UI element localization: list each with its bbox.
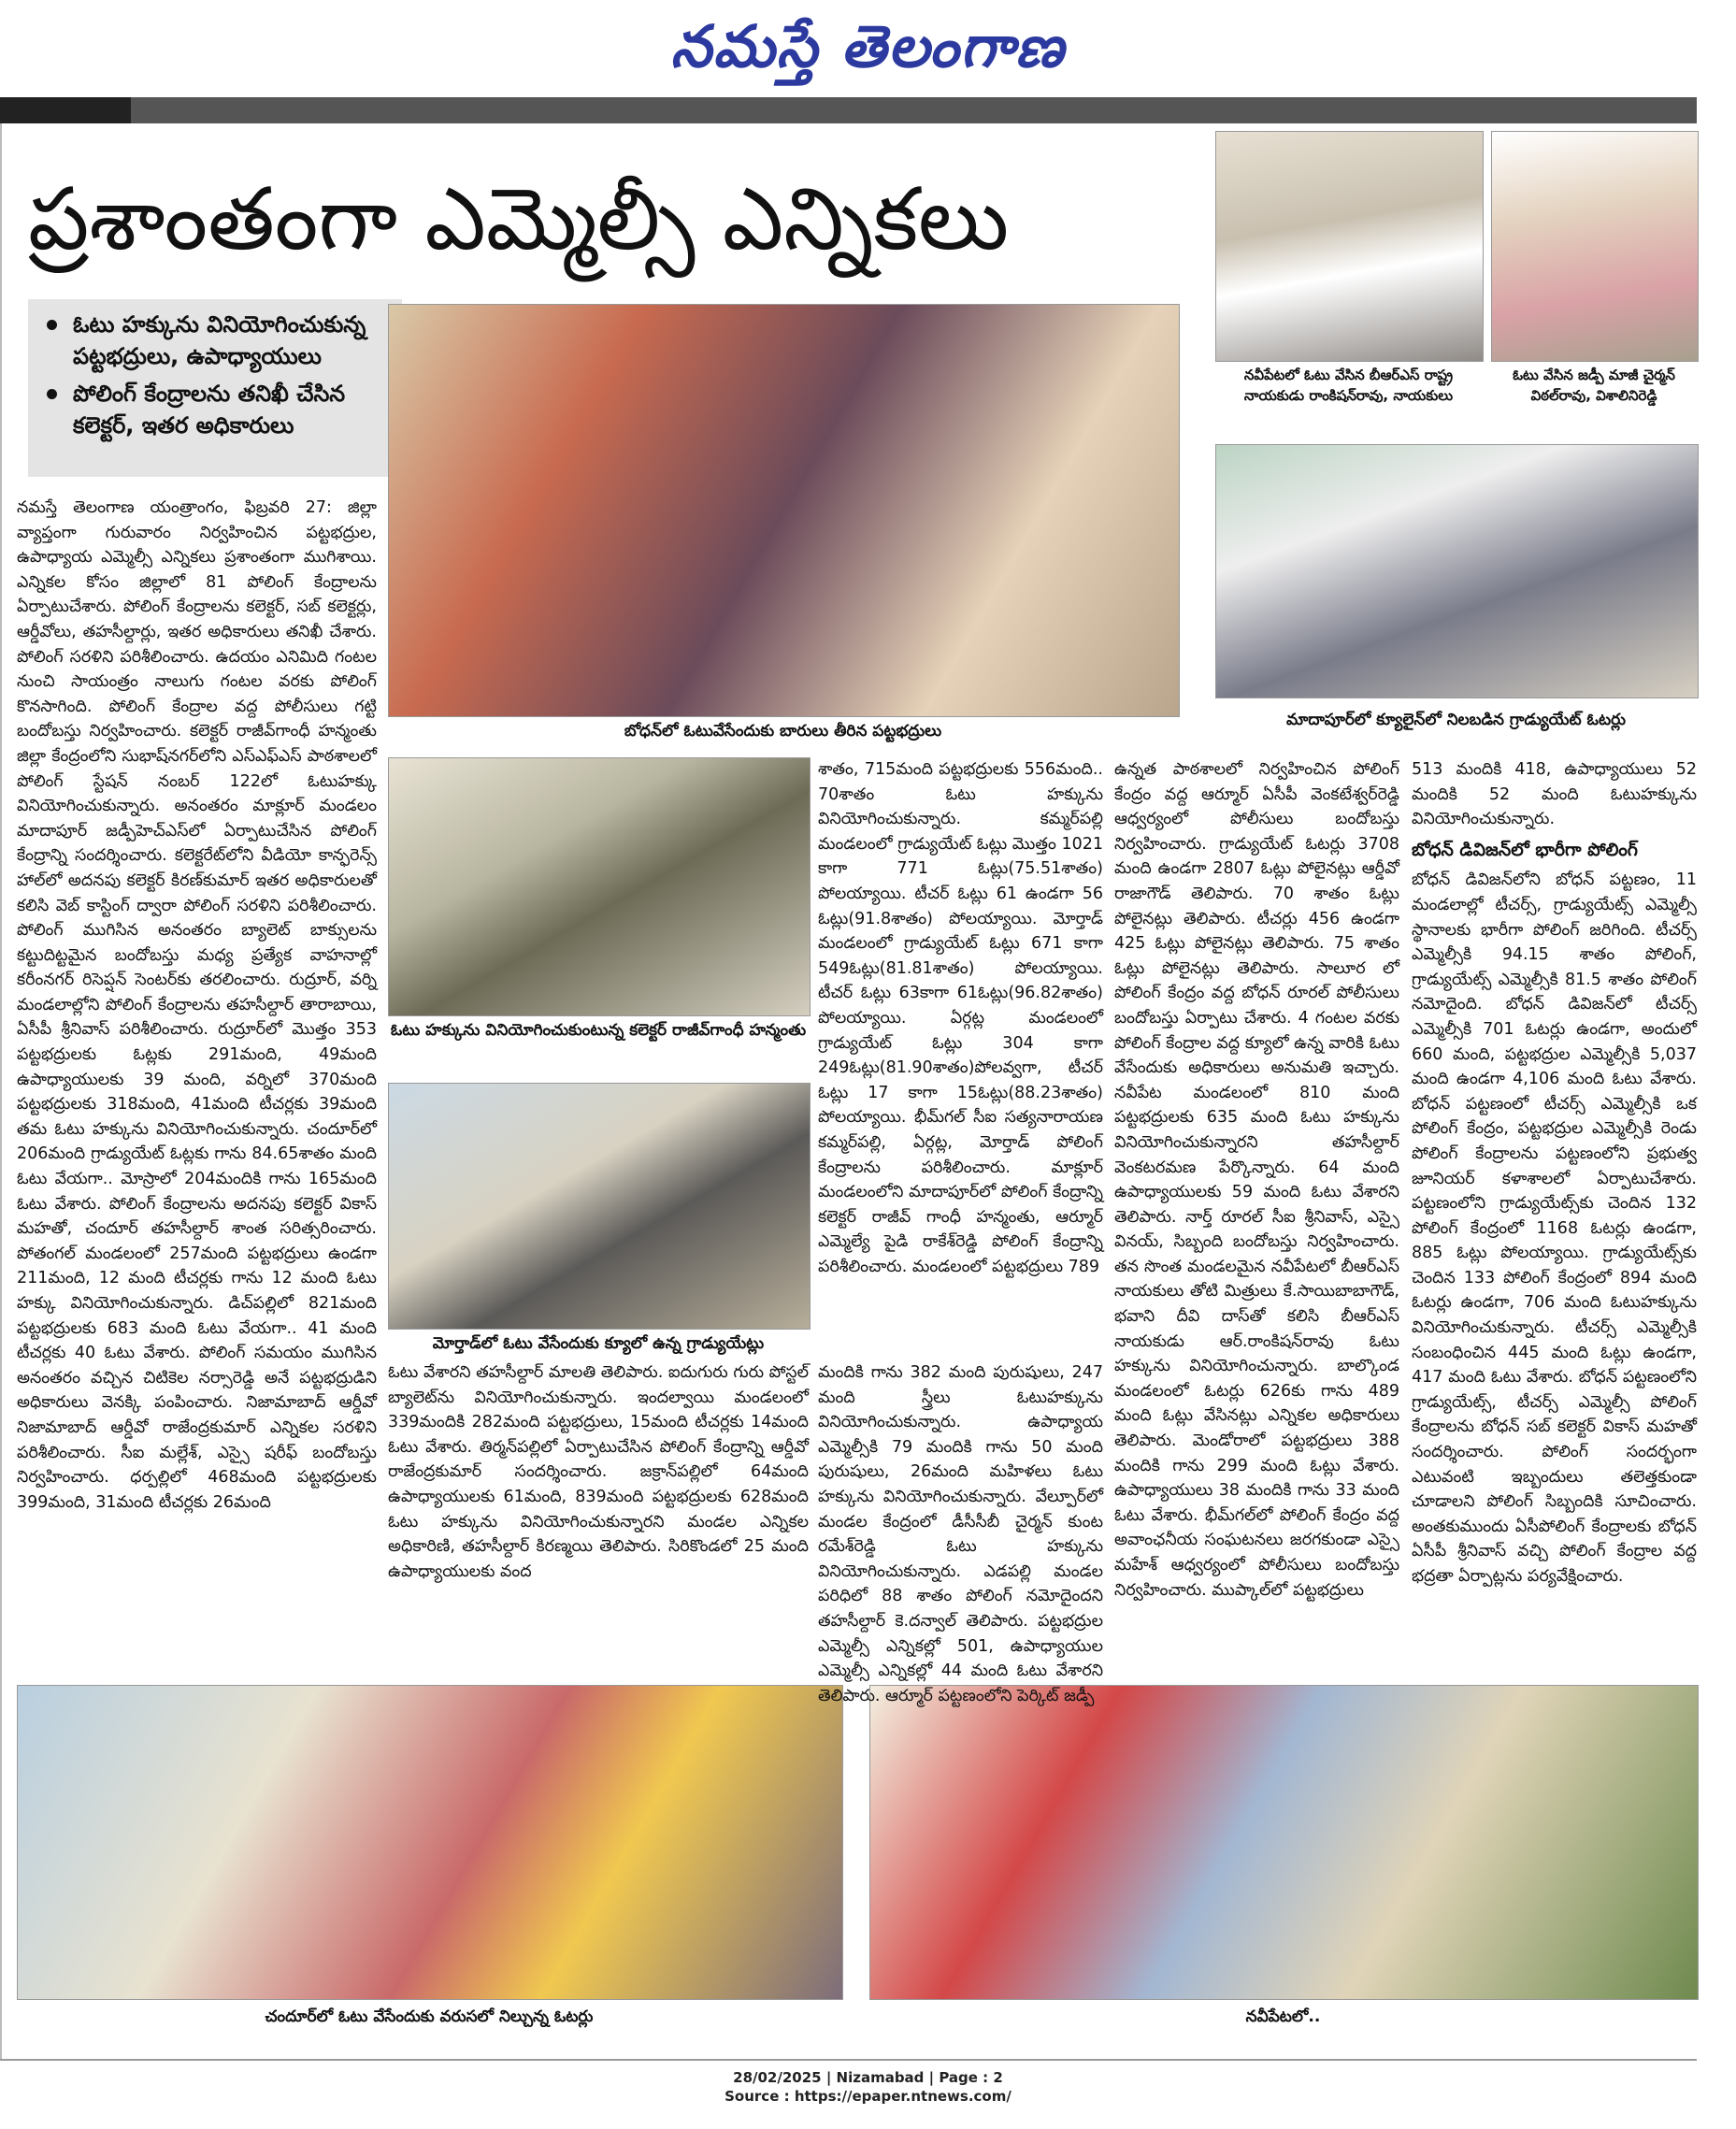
article-text: 513 మందికి 418, ఉపాధ్యాయులు 52 మందికి 52 మంది ఓటుహక్కును వినియోగించుకున్నారు. [1412,760,1697,829]
article-column-1 [17,496,377,1669]
masthead-rule-accent [0,97,131,123]
photo-madapur-queue [1215,444,1699,698]
footer-divider [0,2059,1697,2061]
newspaper-name: నమస్తే తెలంగాణ [670,12,1066,80]
caption-navipet: నవీపేటలో.. [1245,2007,1321,2026]
highlight-item [41,309,389,372]
masthead [0,0,1736,94]
article-text: బోధన్ డివిజన్‌లోని బోధన్ పట్టణం, 11 మండలాల్లో టీచర్స్, గ్రాడ్యుయేట్స్ ఎమ్మెల్సీ స్థానాలకు భారీగా పోలింగ్ జరిగింది. టీచర్స్ ఎమ్మెల్సీకి 94.15 శాతం పోలింగ్, గ్రాడ్యుయేట్స్ ఎమ్మెల్సీకి 81.5 శాతం పోలింగ్ నమోదైంది. బోధన్ డివిజన్‌లో టీచర్స్ ఎమ్మెల్సీకి 701 ఓటర్లు ఉండగా, అందులో 660 మంది, పట్టభద్రుల ఎమ్మెల్సీకి 5,037 మంది ఉండగా 4,106 మంది ఓటు వేశారు. బోధన్ పట్టణంలో టీచర్స్ ఎమ్మెల్సీకి ఒక పోలింగ్ కేంద్రం, పట్టభద్రుల ఎమ్మెల్సీకి రెండు పోలింగ్ కేంద్రాలను పట్టణంలోని ప్రభుత్వ జూనియర్ కళాశాలలో ఏర్పాటుచేశారు. పట్టణంలోని గ్రాడ్యుయేట్స్‌కు చెందిన 132 పోలింగ్ కేంద్రంలో 1168 ఓటర్లు ఉండగా, 885 ఓట్లు పోలయ్యాయి. గ్రాడ్యుయేట్స్‌కు చెందిన 133 పోలింగ్ కేంద్రంలో 894 మంది ఓటర్లు ఉండగా, 706 మంది ఓటుహక్కును వినియోగించుకున్నారు. టీచర్స్ ఎమ్మెల్సీకి సంబంధించిన 445 మంది ఓట్లు ఉండగా, 417 మంది ఓటు వేశారు. బోధన్ పట్టణంలోని గ్రాడ్యుయేట్స్, టీచర్స్ ఎమ్మెల్సీ పోలింగ్ కేంద్రాలను బోధన్ సబ్ కలెక్టర్ వికాస్ మహతో సందర్శించారు. పోలింగ్ సందర్భంగా ఎటువంటి ఇబ్బందులు తలెత్తకుండా చూడాలని పోలింగ్ సిబ్బందికి సూచించారు. అంతకుముందు ఏసీపోలింగ్ కేంద్రాలకు బోధన్ ఏసీపీ శ్రీనివాస్ వచ్చి పోలింగ్ కేంద్రాల వద్ద భద్రతా ఏర్పాట్లను పర్యవేక్షించారు. [1412,870,1697,1586]
photo-navipet-brs [1215,131,1484,362]
article-text: ఉన్నత పాఠశాలలో నిర్వహించిన పోలింగ్ కేంద్రం వద్ద ఆర్మూర్ ఏసీపీ వెంకటేశ్వర్‌రెడ్డి ఆధ్వర్యంలో పోలీసులు బందోబస్తు నిర్వహించారు. గ్రాడ్యుయేట్ ఓటర్లు 3708 మంది ఉండగా 2807 ఓట్లు పోలైనట్లు ఆర్డీవో రాజాగౌడ్ తెలిపారు. 70 శాతం ఓట్లు పోలైనట్లు తెలిపారు. టీచర్లు 456 ఉండగా 425 ఓట్లు పోలైనట్లు తెలిపారు. 75 శాతం ఓట్లు పోలైనట్లు తెలిపారు. సాలూర లో పోలింగ్ కేంద్రం వద్ద బోధన్ రూరల్ పోలీసులు బందోబస్తు ఏర్పాటు చేశారు. 4 గంటల వరకు పోలింగ్ కేంద్రాల వద్ద క్యూలో ఉన్న వారికి ఓటు వేసేందుకు అధికారులు అనుమతి ఇచ్చారు. నవీపేట మండలంలో 810 మంది పట్టభద్రులకు 635 మంది ఓటు హక్కును వినియోగించుకున్నారని తహసీల్దార్ వెంకటరమణ పేర్కొన్నారు. 64 మంది ఉపాధ్యాయులకు 59 మంది ఓటు వేశారని తెలిపారు. నార్త్ రూరల్ సీఐ శ్రీనివాస్, ఎస్సై వినయ్, సిబ్బంది బందోబస్తు నిర్వహించారు. తన సొంత మండలమైన నవీపేటలో బీఆర్‌ఎస్ నాయకులు తోటి మిత్రులు కే.సాయిబాబాగౌడ్, భవాని దీవి దాస్‌తో కలిసి బీఆర్‌ఎస్ నాయకుడు ఆర్.రాంకిషన్‌రావు ఓటు హక్కును వినియోగించున్నారు. బాల్కొండ మండలంలో ఓటర్లు 626కు గాను 489 మంది ఓట్లు వేసినట్లు ఎన్నికల అధికారులు తెలిపారు. మెండోరాలో పట్టభద్రులు 388 మందికి గాను 299 మంది ఓట్లు వేశారు. ఉపాధ్యాయులు 38 మందికి గాను 33 మంది ఓటు వేశారు. భీమ్‌గల్‌లో పోలింగ్ కేంద్రం వద్ద అవాంఛనీయ సంఘటనలు జరగకుండా ఎస్సై మహేశ్ ఆధ్వర్యంలో పోలీసులు బందోబస్తు నిర్వహించారు. ముప్కాల్‌లో పట్టభద్రులు [1114,760,1399,1600]
photo-bodhan-queue [388,304,1180,717]
caption-collector-vote: ఓటు హక్కును వినియోగించుకుంటున్న కలెక్టర్ రాజీవ్‌గాంధీ హన్మంతు [390,1021,807,1040]
caption-madapur-queue: మాదాపూర్‌లో క్యూలైన్‌లో నిలబడిన గ్రాడ్యుయేట్ ఓటర్లు [1285,711,1627,729]
caption-zp-chairman: ఓటు వేసిన జడ్పీ మాజీ చైర్మన్ విఠల్‌రావు, విశాలినిరెడ్డి [1513,367,1675,404]
caption-mortad-queue: మోర్తాడ్‌లో ఓటు వేసేందుకు క్యూలో ఉన్న గ్రాడ్యుయేట్లు [432,1334,765,1353]
subheading: బోధన్ డివిజన్‌లో భారీగా పోలింగ్ [1412,839,1638,860]
masthead-rule [0,97,1697,123]
highlight-text: పోలింగ్ కేంద్రాలను తనిఖీ చేసిన కలెక్టర్, ఇతర అధికారులు [73,381,346,439]
highlights-box [28,299,402,477]
article-column-4 [1114,757,1399,1669]
article-text: మందికి గాను 382 మంది పురుషులు, 247 మంది స్త్రీలు ఓటుహక్కును వినియోగించుకున్నారు. ఉపాధ్యాయ ఎమ్మెల్సీకి 79 మందికి గాను 50 మంది పురుషులు, 26మంది మహిళలు ఓటు హక్కును వినియోగించుకున్నారు. వేల్పూర్‌లో మండల కేంద్రంలో డీసీసీబీ చైర్మన్ కుంట రమేశ్‌రెడ్డి ఓటు హక్కును వినియోగించుకున్నారు. ఎడపల్లి మండల పరిధిలో 88 శాతం పోలింగ్ నమోదైందని తహసీల్దార్ కె.దన్వాల్ తెలిపారు. పట్టభద్రుల ఎమ్మెల్సీ ఎన్నికల్లో 501, ఉపాధ్యాయుల ఎమ్మెల్సీ ఎన్నికల్లో 44 మంది ఓటు వేశారని తెలిపారు. ఆర్మూర్ పట్టణంలోని పెర్కిట్ జడ్పీ [818,1363,1103,1705]
photo-mortad-queue [388,1083,811,1330]
caption-chandur-queue: చందూర్‌లో ఓటు వేసేందుకు వరుసలో నిల్చున్న ఓటర్లు [265,2007,594,2026]
caption-bodhan-queue: బోధన్‌లో ఓటువేసేందుకు బారులు తీరిన పట్టభద్రులు [624,722,942,741]
photo-collector-vote [388,757,811,1016]
photo-zp-chairman [1491,131,1699,362]
article-column-2 [388,1360,809,1669]
headline: ప్రశాంతంగా ఎమ్మెల్సీ ఎన్నికలు [28,169,1010,269]
article-column-5 [1412,757,1697,1669]
bullet-icon [47,389,57,399]
article-text: ఓటు వేశారని తహసీల్దార్ మాలతి తెలిపారు. ఐదుగురు గురు పోస్టల్ బ్యాలెట్‌ను వినియోగించుకున్నారు. ఇందల్వాయి మండలంలో 339మందికి 282మంది పట్టభద్రులు, 15మంది టీచర్లకు 14మంది ఓటు వేశారు. తిర్మన్‌పల్లిలో ఏర్పాటుచేసిన పోలింగ్ కేంద్రాన్ని ఆర్డీవో రాజేంద్రకుమార్ సందర్శించారు. జక్రాన్‌పల్లిలో 64మంది ఉపాధ్యాయులకు 61మంది, 839మంది పట్టభద్రులకు 628మంది ఓటు హక్కును వినియోగించుకున్నారని మండల ఎన్నికల అధికారిణి, తహసీల్దార్ కిరణ్మయి తెలిపారు. సిరికొండలో 25 మంది ఉపాధ్యాయులకు వంద [388,1363,809,1581]
footer-date-edition: 28/02/2025 | Nizamabad | Page : 2 [733,2069,1003,2086]
article-column-3b [818,1360,1103,1705]
highlight-item [41,378,389,441]
bullet-icon [47,320,57,330]
article-column-3a [818,757,1103,1360]
photo-navipet [869,1685,1699,2000]
caption-navipet-brs: నవీపేటలో ఓటు వేసిన బీఆర్‌ఎస్ రాష్ట్ర నాయకుడు రాంకిషన్‌రావు, నాయకులు [1243,367,1454,404]
article-text: నమస్తే తెలంగాణ యంత్రాంగం, ఫిబ్రవరి 27: జిల్లా వ్యాప్తంగా గురువారం నిర్వహించిన పట్టభద్రుల, ఉపాధ్యాయ ఎమ్మెల్సీ ఎన్నికలు ప్రశాంతంగా ముగిశాయి. ఎన్నికల కోసం జిల్లాలో 81 పోలింగ్ కేంద్రాలను ఏర్పాటుచేశారు. పోలింగ్ కేంద్రాలను కలెక్టర్, సబ్ కలెక్టర్లు, ఆర్డీవోలు, తహసీల్దార్లు, ఇతర అధికారులు తనిఖీ చేశారు. పోలింగ్ సరళిని పరిశీలించారు. ఉదయం ఎనిమిది గంటల నుంచి సాయంత్రం నాలుగు గంటల వరకు పోలింగ్ కొనసాగింది. పోలింగ్ కేంద్రాల వద్ద పోలీసులు గట్టి బందోబస్తు నిర్వహించారు. కలెక్టర్ రాజీవ్‌గాంధీ హన్మంతు జిల్లా కేంద్రంలోని సుభాష్‌నగర్‌లోని ఎస్‌ఎఫ్‌ఎస్ పాఠశాలలో పోలింగ్ స్టేషన్ నంబర్ 122లో ఓటుహక్కు వినియోగించుకున్నారు. అనంతరం మాక్లూర్ మండలం మాదాపూర్ జడ్పీహెచ్‌ఎస్‌లో ఏర్పాటుచేసిన పోలింగ్ కేంద్రాన్ని సందర్శించారు. కలెక్టరేట్‌లోని వీడియో కాన్ఫరెన్స్ హాల్‌లో అదనపు కలెక్టర్ కిరణ్‌కుమార్ ఇతర అధికారులతో కలిసి వెబ్ కాస్టింగ్ ద్వారా పోలింగ్ సరళిని పరిశీలించారు. పోలింగ్ ముగిసిన అనంతరం బ్యాలెట్ బాక్సులను కట్టుదిట్టమైన బందోబస్తు మధ్య ప్రత్యేక వాహనాల్లో కరీంనగర్ రిసెప్షన్ సెంటర్‌కు తరలించారు. రుద్రూర్, వర్ని మండలాల్లోని పోలింగ్ కేంద్రాలను తహసీల్దార్ తారాబాయి, ఏసీపీ శ్రీనివాస్ పరిశీలించారు. రుద్రూర్‌లో మొత్తం 353 పట్టభద్రులకు ఓట్లకు 291మంది, 49మంది ఉపాధ్యాయులకు 39 మంది, వర్నిలో 370మంది పట్టభద్రులకు 318మంది, 41మంది టీచర్లకు 39మంది తమ ఓటు హక్కును వినియోగించుకున్నారు. చందూర్‌లో 206మంది గ్రాడ్యుయేట్ ఓట్లకు గాను 84.65శాతం మంది ఓటు వేయగా.. మోస్రాలో 204మందికి గాను 165మంది ఓటు వేశారు. పోలింగ్ కేంద్రాలను అదనపు కలెక్టర్ వికాస్ మహతో, చందూర్ తహసీల్దార్ శాంత సరిత్సరించారు. పోతంగల్ మండలంలో 257మంది పట్టభద్రులు ఉండగా 211మంది, 12 మంది టీచర్లకు గాను 12 మంది ఓటు హక్కు వినియోగించుకున్నారు. డిచ్‌పల్లిలో 821మంది పట్టభద్రులకు 683 మంది ఓటు వేయగా.. 41 మంది టీచర్లకు 40 ఓటు వేశారు. పోలింగ్ సమయం ముగిసిన అనంతరం వచ్చిన చిటికెల నర్సారెడ్డి అనే పట్టభద్రుడిని అధికారులు వెనక్కి పంపించారు. నిజామాబాద్ ఆర్డీవో నిజామాబాద్ ఆర్డీవో రాజేంద్రకుమార్ ఎన్నికల సరళిని పరిశీలించారు. సీఐ మల్లేశ్, ఎస్సై షరీఫ్ బందోబస్తు నిర్వహించారు. ధర్పల్లిలో 468మంది పట్టభద్రులకు 399మంది, 31మంది టీచర్లకు 26మంది [17,498,377,1512]
photo-chandur-queue [17,1685,843,2000]
footer [0,2068,1736,2106]
article-text: శాతం, 715మంది పట్టభద్రులకు 556మంది.. 70శాతం ఓటు హక్కును వినియోగించుకున్నారు. కమ్మర్‌పల్లి మండలంలో గ్రాడ్యుయేట్ ఓట్లు మొత్తం 1021 కాగా 771 ఓట్లు(75.51శాతం) పోలయ్యాయి. టీచర్ ఓట్లు 61 ఉండగా 56 ఓట్లు(91.8శాతం) పోలయ్యాయి. మోర్తాడ్ మండలంలో గ్రాడ్యుయేట్ ఓట్లు 671 కాగా 549ఓట్లు(81.81శాతం) పోలయ్యాయి. టీచర్ ఓట్లు 63కాగా 61ఓట్లు(96.82శాతం) పోలయ్యాయి. ఏర్గట్ల మండలంలో గ్రాడ్యుయేట్ ఓట్లు 304 కాగా 249ఓట్లు(81.90శాతం)పోలవ్వగా, టీచర్ ఓట్లు 17 కాగా 15ఓట్లు(88.23శాతం) పోలయ్యాయి. భీమ్‌గల్ సీఐ సత్యనారాయణ కమ్మర్‌పల్లి, ఏర్గట్ల, మోర్తాడ్ పోలింగ్ కేంద్రాలను పరిశీలించారు. మాక్లూర్ మండలంలోని మాదాపూర్‌లో పోలింగ్ కేంద్రాన్ని కలెక్టర్ రాజీవ్ గాంధీ హన్మంతు, ఆర్మూర్ ఎమ్మెల్యే పైడి రాకేశ్‌రెడ్డి పోలింగ్ కేంద్రాన్ని పరిశీలించారు. మండలంలో పట్టభద్రులు 789 [818,760,1103,1276]
highlight-text: ఓటు హక్కును వినియోగించుకున్న పట్టభద్రులు, ఉపాధ్యాయులు [73,311,366,369]
footer-source[interactable]: Source : https://epaper.ntnews.com/ [725,2088,1011,2105]
